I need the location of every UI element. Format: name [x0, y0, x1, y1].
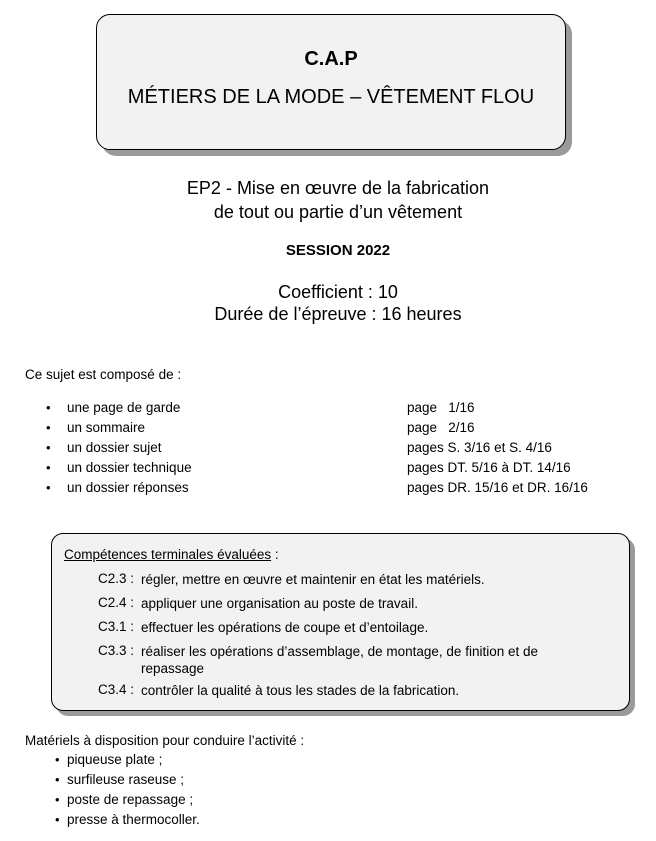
- title-box: [96, 14, 566, 150]
- list-item-label: une page de garde: [67, 400, 181, 415]
- coefficient-label: Coefficient : 10: [278, 282, 398, 302]
- list-item: [0, 460, 656, 480]
- material-label: surfileuse raseuse ;: [67, 772, 185, 787]
- list-item: [0, 420, 656, 440]
- list-item-label: un dossier sujet: [67, 440, 162, 455]
- competence-code: C3.3 :: [98, 643, 135, 658]
- bullet: •: [46, 460, 51, 475]
- diploma-title: C.A.P: [304, 48, 358, 70]
- material-label: presse à thermocoller.: [67, 812, 200, 827]
- list-item: [0, 440, 656, 460]
- list-item-label: un dossier réponses: [67, 480, 189, 495]
- list-item-page: page 1/16: [407, 400, 475, 415]
- list-item-page: pages DR. 15/16 et DR. 16/16: [407, 480, 588, 495]
- competence-desc: réaliser les opérations d’assemblage, de montage, de finition et de repassage: [141, 644, 538, 676]
- competence-desc: régler, mettre en œuvre et maintenir en état les matériels.: [141, 572, 485, 587]
- bullet: •: [46, 480, 51, 495]
- bullet: •: [46, 400, 51, 415]
- bullet: •: [55, 772, 60, 787]
- list-item: [0, 400, 656, 420]
- competence-code: C3.1 :: [98, 619, 135, 634]
- list-item: [0, 752, 656, 772]
- list-item: [0, 792, 656, 812]
- competence-desc: appliquer une organisation au poste de travail.: [141, 596, 418, 611]
- material-label: poste de repassage ;: [67, 792, 194, 807]
- list-item-label: un dossier technique: [67, 460, 192, 475]
- competence-code: C2.3 :: [98, 571, 135, 586]
- bullet: •: [46, 420, 51, 435]
- list-item: [0, 480, 656, 500]
- bullet: •: [55, 792, 60, 807]
- list-item-page: pages S. 3/16 et S. 4/16: [407, 440, 552, 455]
- subject-intro: Ce sujet est composé de :: [25, 367, 182, 382]
- bullet: •: [55, 752, 60, 767]
- competence-desc: contrôler la qualité à tous les stades de la fabrication.: [141, 683, 460, 698]
- competences-title-text: Compétences terminales évaluées: [64, 547, 272, 562]
- diploma-specialty: MÉTIERS DE LA MODE – VÊTEMENT FLOU: [127, 86, 535, 108]
- competences-title-suffix: :: [271, 547, 279, 562]
- list-item: [0, 772, 656, 792]
- exam-title-line2: de tout ou partie d’un vêtement: [213, 202, 463, 222]
- competences-title: [64, 547, 279, 562]
- duration-label: Durée de l’épreuve : 16 heures: [214, 304, 462, 324]
- list-item-page: pages DT. 5/16 à DT. 14/16: [407, 460, 571, 475]
- material-label: piqueuse plate ;: [67, 752, 163, 767]
- session-label: SESSION 2022: [285, 242, 391, 259]
- materials-intro: Matériels à disposition pour conduire l’activité :: [25, 733, 305, 748]
- competence-code: C3.4 :: [98, 682, 135, 697]
- bullet: •: [55, 812, 60, 827]
- competence-desc: effectuer les opérations de coupe et d’entoilage.: [141, 620, 429, 635]
- bullet: •: [46, 440, 51, 455]
- list-item-label: un sommaire: [67, 420, 146, 435]
- competence-code: C2.4 :: [98, 595, 135, 610]
- exam-title-line1: EP2 - Mise en œuvre de la fabrication: [186, 178, 490, 198]
- list-item: [0, 812, 656, 832]
- list-item-page: page 2/16: [407, 420, 475, 435]
